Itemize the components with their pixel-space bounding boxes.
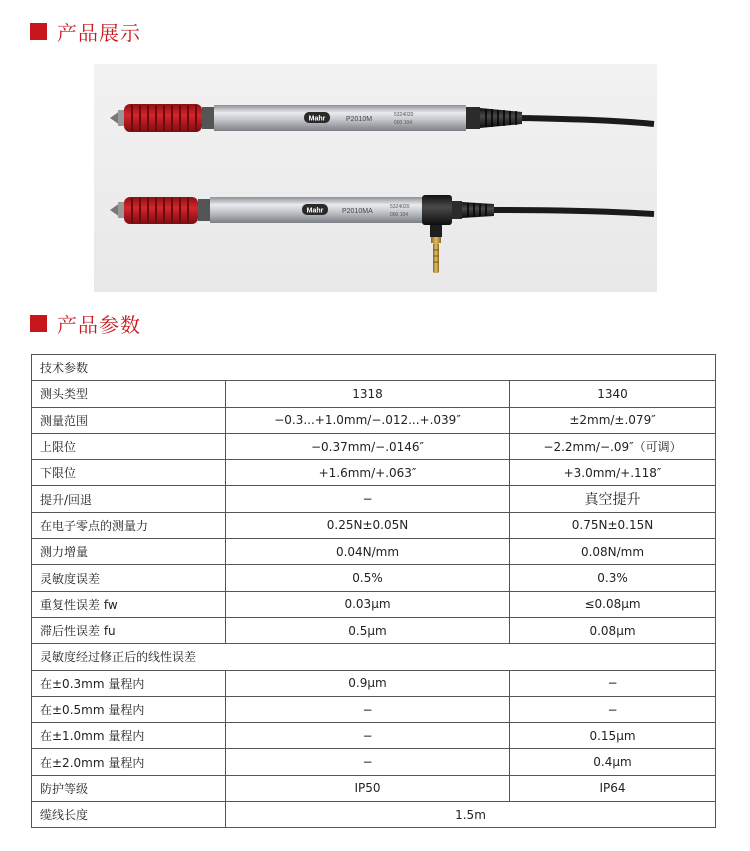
cell-1340: 0.3%: [510, 565, 716, 591]
cell-1340: 0.08μm: [510, 617, 716, 643]
table-row: [32, 749, 716, 775]
svg-text:000 104: 000 104: [390, 212, 409, 218]
table-row: [32, 617, 716, 643]
table-row: [32, 460, 716, 486]
cell-1340: −: [510, 670, 716, 696]
cell-1318: −: [226, 749, 510, 775]
section-title-params: [30, 309, 141, 337]
column-1318: 1318: [226, 381, 510, 407]
svg-text:000 104: 000 104: [394, 120, 413, 126]
cell-1340: +3.0mm/+.118″: [510, 460, 716, 486]
cell-1340: 真空提升: [510, 486, 716, 512]
row-label: 在±0.3mm 量程内: [32, 670, 226, 696]
table-row: [32, 433, 716, 459]
table-header: 技术参数: [32, 355, 716, 381]
cell-1340: −2.2mm/−.09″（可调）: [510, 433, 716, 459]
product-photo: [94, 64, 657, 292]
probe-model-label: P2010MA: [342, 208, 373, 215]
cell-1318: 0.5μm: [226, 617, 510, 643]
table-row: [32, 539, 716, 565]
section-title-text: 产品展示: [57, 20, 141, 45]
row-label: 在±1.0mm 量程内: [32, 723, 226, 749]
column-label: 测头类型: [32, 381, 226, 407]
table-row: [32, 486, 716, 512]
cell-1340: 0.75N±0.15N: [510, 512, 716, 538]
row-label: 下限位: [32, 460, 226, 486]
section-title-text: 产品参数: [57, 312, 141, 337]
spec-table: [31, 354, 716, 828]
probe-1318: [110, 104, 654, 132]
row-label: 上限位: [32, 433, 226, 459]
cell-1340: ≤0.08μm: [510, 591, 716, 617]
cell-1318: 0.25N±0.05N: [226, 512, 510, 538]
cell-1318: −: [226, 723, 510, 749]
table-row: [32, 802, 716, 828]
probe-illustration: [94, 64, 657, 292]
svg-text:5324020: 5324020: [390, 204, 410, 210]
red-square-marker: [30, 23, 47, 40]
row-label: 灵敏度误差: [32, 565, 226, 591]
row-label: 提升/回退: [32, 486, 226, 512]
table-row: [32, 591, 716, 617]
cell-1318: +1.6mm/+.063″: [226, 460, 510, 486]
table-row: [32, 565, 716, 591]
svg-text:5324020: 5324020: [394, 112, 414, 118]
red-square-marker: [30, 315, 47, 332]
row-label: 在电子零点的测量力: [32, 512, 226, 538]
table-row: [32, 696, 716, 722]
table-subheader-row: [32, 644, 716, 670]
cell-1340: 0.08N/mm: [510, 539, 716, 565]
cell-1318: −0.37mm/−.0146″: [226, 433, 510, 459]
cell-1318: 0.04N/mm: [226, 539, 510, 565]
cell-1318: 0.5%: [226, 565, 510, 591]
table-column-row: [32, 381, 716, 407]
row-label: 重复性误差 fw: [32, 591, 226, 617]
table-header-row: [32, 355, 716, 381]
table-row: [32, 775, 716, 801]
row-label: 滞后性误差 fu: [32, 617, 226, 643]
cell-1318: −: [226, 486, 510, 512]
cell-1318: 0.9μm: [226, 670, 510, 696]
row-label: 缆线长度: [32, 802, 226, 828]
table-row: [32, 512, 716, 538]
table-row: [32, 723, 716, 749]
probe-model-label: P2010M: [346, 116, 373, 123]
row-label: 在±0.5mm 量程内: [32, 696, 226, 722]
probe-1340: [110, 195, 654, 273]
cell-1340: 0.4μm: [510, 749, 716, 775]
brand-logo: Mahr: [306, 207, 324, 215]
table-row: [32, 407, 716, 433]
brand-logo: Mahr: [308, 115, 326, 123]
cell-1318: −0.3...+1.0mm/−.012...+.039″: [226, 407, 510, 433]
cell-1340: −: [510, 696, 716, 722]
column-1340: 1340: [510, 381, 716, 407]
row-label: 防护等级: [32, 775, 226, 801]
table-row: [32, 670, 716, 696]
cell-1340: IP64: [510, 775, 716, 801]
cell-1318: −: [226, 696, 510, 722]
row-label: 在±2.0mm 量程内: [32, 749, 226, 775]
cell-1318: IP50: [226, 775, 510, 801]
cell-1318: 0.03μm: [226, 591, 510, 617]
table-subheader: 灵敏度经过修正后的线性误差: [32, 644, 716, 670]
cell-1340: ±2mm/±.079″: [510, 407, 716, 433]
section-title-display: [30, 17, 141, 45]
row-label: 测力增量: [32, 539, 226, 565]
cell-1340: 0.15μm: [510, 723, 716, 749]
cell-cable-length: 1.5m: [226, 802, 716, 828]
row-label: 测量范围: [32, 407, 226, 433]
